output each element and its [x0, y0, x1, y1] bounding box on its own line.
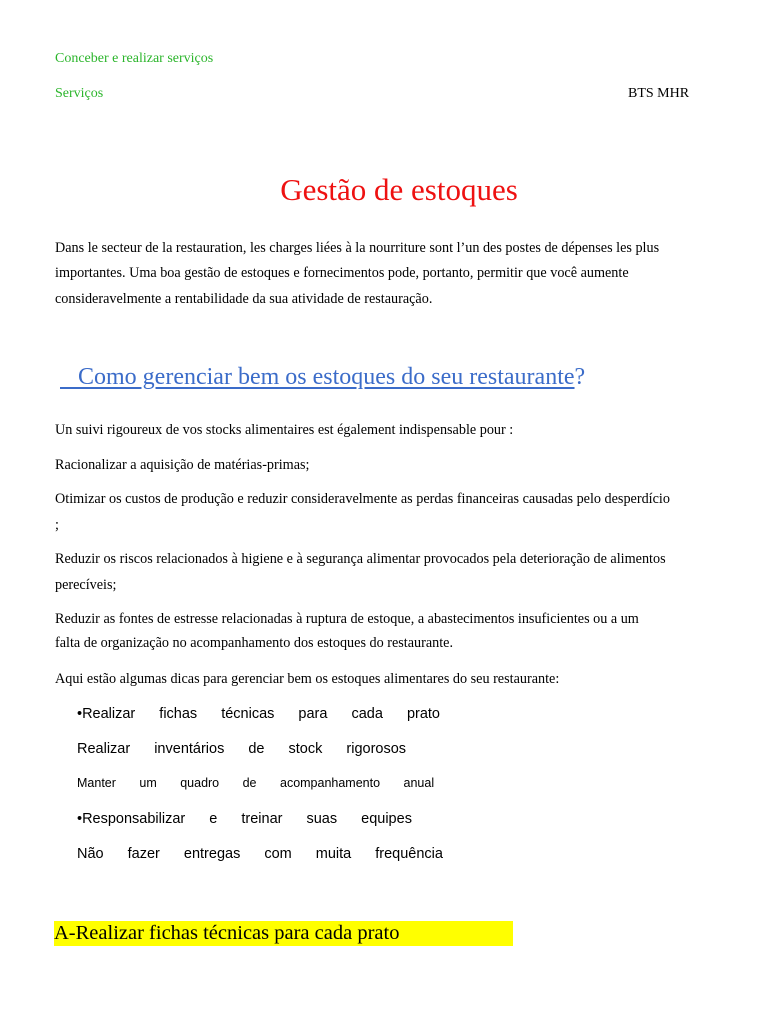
subtitle-text: Como gerenciar bem os estoques do seu restaurante: [78, 364, 575, 390]
tip-item: Realizar inventários de stock rigorosos: [77, 741, 407, 757]
paragraph-4-line-2: perecíveis;: [55, 577, 117, 593]
paragraph-1: Un suivi rigoureux de vos stocks alimentaires est également indispensable pour :: [55, 422, 514, 438]
paragraph-4-line-1: Reduzir os riscos relacionados à higiene e à segurança alimentar provocados pela deterioração de alimentos: [55, 551, 666, 567]
paragraph-5-line-1: Reduzir as fontes de estresse relacionadas à ruptura de estoque, a abastecimentos insuficientes ou a um: [55, 611, 639, 627]
header-course-title: Conceber e realizar serviços: [55, 51, 214, 66]
section-subtitle: [60, 364, 585, 391]
paragraph-3-line-2: ;: [55, 517, 59, 533]
subtitle-underlined-text: [60, 364, 575, 390]
paragraph-3-line-1: Otimizar os custos de produção e reduzir consideravelmente as perdas financeiras causadas pelo desperdício: [55, 491, 670, 507]
intro-line-3: consideravelmente a rentabilidade da sua atividade de restauração.: [55, 291, 433, 307]
subtitle-question-mark: ?: [574, 364, 586, 390]
document-title: Gestão de estoques: [280, 172, 518, 207]
paragraph-5-line-2: falta de organização no acompanhamento dos estoques do restaurante.: [55, 635, 454, 651]
paragraph-6: Aqui estão algumas dicas para gerenciar bem os estoques alimentares do seu restaurante:: [55, 671, 560, 687]
tip-item: Manter um quadro de acompanhamento anual: [77, 776, 435, 790]
tip-item: •Responsabilizar e treinar suas equipes: [77, 811, 412, 827]
highlighted-section-heading: A-Realizar fichas técnicas para cada prato: [54, 921, 513, 946]
tip-item: •Realizar fichas técnicas para cada prato: [77, 706, 440, 722]
intro-line-1: Dans le secteur de la restauration, les charges liées à la nourriture sont l’un des postes de dépenses les plus: [55, 240, 660, 256]
header-section: Serviços: [55, 86, 104, 101]
intro-line-2: importantes. Uma boa gestão de estoques e fornecimentos pode, portanto, permitir que você aumente: [55, 265, 629, 281]
tip-item: Não fazer entregas com muita frequência: [77, 846, 443, 862]
paragraph-2: Racionalizar a aquisição de matérias-primas;: [55, 457, 310, 473]
header-program: BTS MHR: [628, 86, 690, 101]
